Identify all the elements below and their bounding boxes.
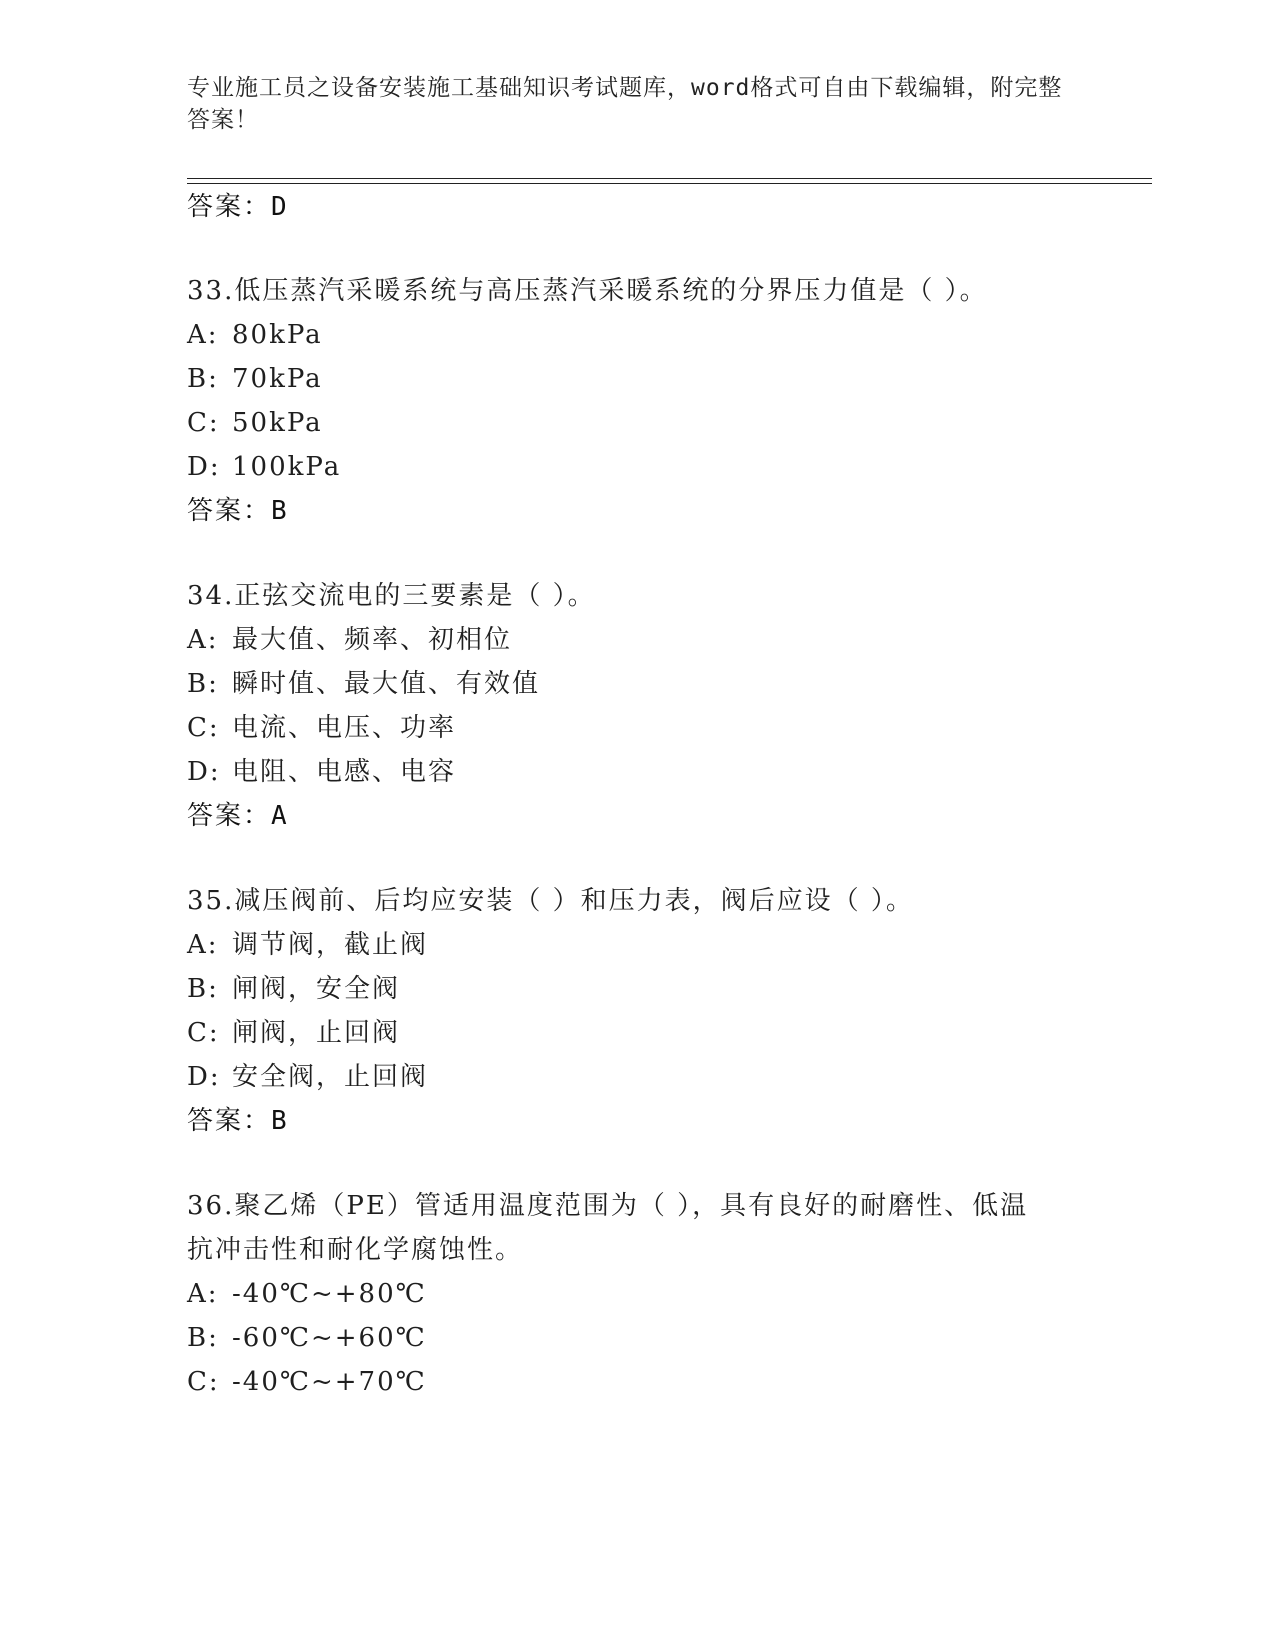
question-33-option-b bbox=[187, 362, 323, 396]
option-text: 70kPa bbox=[232, 364, 323, 394]
question-36-option-c bbox=[187, 1365, 427, 1399]
option-letter: A: bbox=[187, 625, 219, 655]
option-text: 电流、电压、功率 bbox=[232, 713, 457, 743]
question-33-option-d bbox=[187, 450, 341, 484]
question-33-stem: 33.低压蒸汽采暖系统与高压蒸汽采暖系统的分界压力值是（ ）。 bbox=[187, 276, 988, 306]
previous-answer: 答案：D bbox=[187, 192, 289, 222]
question-34-stem: 34.正弦交流电的三要素是（ ）。 bbox=[187, 581, 596, 611]
question-36-stem-line-2: 抗冲击性和耐化学腐蚀性。 bbox=[187, 1235, 524, 1265]
option-letter: C: bbox=[187, 1367, 220, 1397]
option-letter: A: bbox=[187, 320, 219, 350]
question-33-option-c bbox=[187, 406, 323, 440]
option-text: 最大值、频率、初相位 bbox=[232, 625, 513, 655]
option-text: 80kPa bbox=[232, 320, 323, 350]
option-letter: B: bbox=[187, 364, 219, 394]
question-33-answer: 答案：B bbox=[187, 496, 289, 526]
header-divider-top bbox=[187, 178, 1152, 179]
option-letter: D: bbox=[187, 757, 221, 787]
option-letter: C: bbox=[187, 713, 220, 743]
question-35-option-d bbox=[187, 1060, 428, 1094]
header-note: 专业施工员之设备安装施工基础知识考试题库，word格式可自由下载编辑，附完整答案！ bbox=[187, 75, 1063, 133]
question-35-answer: 答案：B bbox=[187, 1106, 289, 1136]
option-letter: B: bbox=[187, 974, 219, 1004]
option-text: 100kPa bbox=[232, 452, 342, 482]
option-text: 瞬时值、最大值、有效值 bbox=[232, 669, 541, 699]
question-35-stem: 35.减压阀前、后均应安装（ ）和压力表，阀后应设（ ）。 bbox=[187, 886, 914, 916]
question-35-option-c bbox=[187, 1016, 400, 1050]
option-letter: C: bbox=[187, 1018, 220, 1048]
question-33-option-a bbox=[187, 318, 323, 352]
option-letter: D: bbox=[187, 452, 221, 482]
option-text: -40℃~+70℃ bbox=[232, 1367, 427, 1397]
option-letter: A: bbox=[187, 930, 219, 960]
option-text: -40℃~+80℃ bbox=[232, 1279, 427, 1309]
question-36-stem-line-1: 36.聚乙烯（PE）管适用温度范围为（ ），具有良好的耐磨性、低温 bbox=[187, 1191, 1029, 1221]
option-text: 50kPa bbox=[232, 408, 323, 438]
question-34-option-a bbox=[187, 623, 512, 657]
question-35-option-a bbox=[187, 928, 428, 962]
question-34-option-b bbox=[187, 667, 540, 701]
question-35-option-b bbox=[187, 972, 400, 1006]
question-34-answer: 答案：A bbox=[187, 801, 289, 831]
option-letter: A: bbox=[187, 1279, 219, 1309]
question-36-option-a bbox=[187, 1277, 427, 1311]
option-text: 调节阀，截止阀 bbox=[232, 930, 429, 960]
option-text: -60℃~+60℃ bbox=[232, 1323, 427, 1353]
question-34-option-d bbox=[187, 755, 456, 789]
question-36-option-b bbox=[187, 1321, 427, 1355]
option-letter: D: bbox=[187, 1062, 221, 1092]
header-divider-bottom bbox=[187, 183, 1152, 184]
option-text: 电阻、电感、电容 bbox=[232, 757, 457, 787]
option-letter: B: bbox=[187, 1323, 219, 1353]
option-letter: C: bbox=[187, 408, 220, 438]
option-letter: B: bbox=[187, 669, 219, 699]
question-34-option-c bbox=[187, 711, 456, 745]
option-text: 闸阀，安全阀 bbox=[232, 974, 401, 1004]
option-text: 闸阀，止回阀 bbox=[232, 1018, 401, 1048]
option-text: 安全阀，止回阀 bbox=[232, 1062, 429, 1092]
